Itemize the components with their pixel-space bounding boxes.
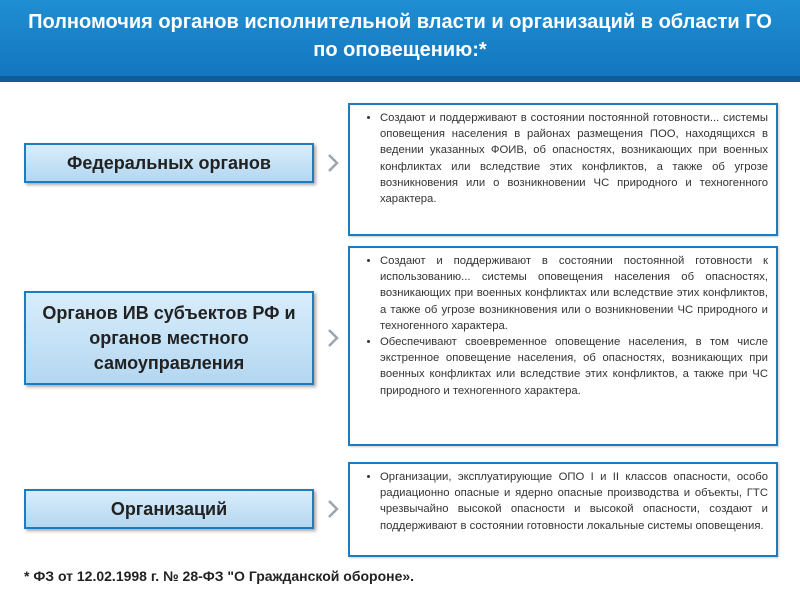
label-organizations: Организаций <box>24 489 314 529</box>
chevron-right-icon <box>326 499 340 519</box>
list-item: • Обеспечивают своевременное оповещение населения, в том числе экстренное оповещение населения, об опасностях, возникающих при военных конфликтах или вследствие этих конфликтов, а также при ЧС природного и техногенного характера. <box>380 334 768 399</box>
powers-regional-local-bodies <box>348 246 778 446</box>
label-regional-local-bodies: Органов ИВ субъектов РФ и органов местного самоуправления <box>24 291 314 385</box>
powers-federal-bodies <box>348 103 778 236</box>
powers-organizations <box>348 462 778 557</box>
list-item: • Создают и поддерживают в состоянии постоянной готовности к использованию... системы оповещения населения об опасностях, возникающих при военных конфликтах или вследствие этих конфликтов, а также об угрозе возникновения или о возникновении ЧС природного и техногенного характера. <box>380 253 768 334</box>
title-underline <box>0 76 800 82</box>
list-item: • Создают и поддерживают в состоянии постоянной готовности... системы оповещения населения в районах размещения ПОО, находящихся в ведении указанных ФОИВ, об опасностях, возникающих при военных конфликтах или вследствие этих конфликтов, а также об угрозе возникновения или о возникновении ЧС природного и техногенного характера. <box>380 110 768 207</box>
chevron-right-icon <box>326 153 340 173</box>
slide-title: Полномочия органов исполнительной власти и организаций в области ГО по оповещению:* <box>0 0 800 76</box>
footnote: * ФЗ от 12.02.1998 г. № 28-ФЗ "О Гражданской обороне». <box>24 568 415 584</box>
label-federal-bodies: Федеральных органов <box>24 143 314 183</box>
list-item: • Организации, эксплуатирующие ОПО I и II классов опасности, особо радиационно опасные и ядерно опасные производства и объекты, ГТС чрезвычайно высокой опасности и высокой опасности, создают и поддерживают в состоянии готовности локальные системы оповещения. <box>380 469 768 534</box>
chevron-right-icon <box>326 328 340 348</box>
